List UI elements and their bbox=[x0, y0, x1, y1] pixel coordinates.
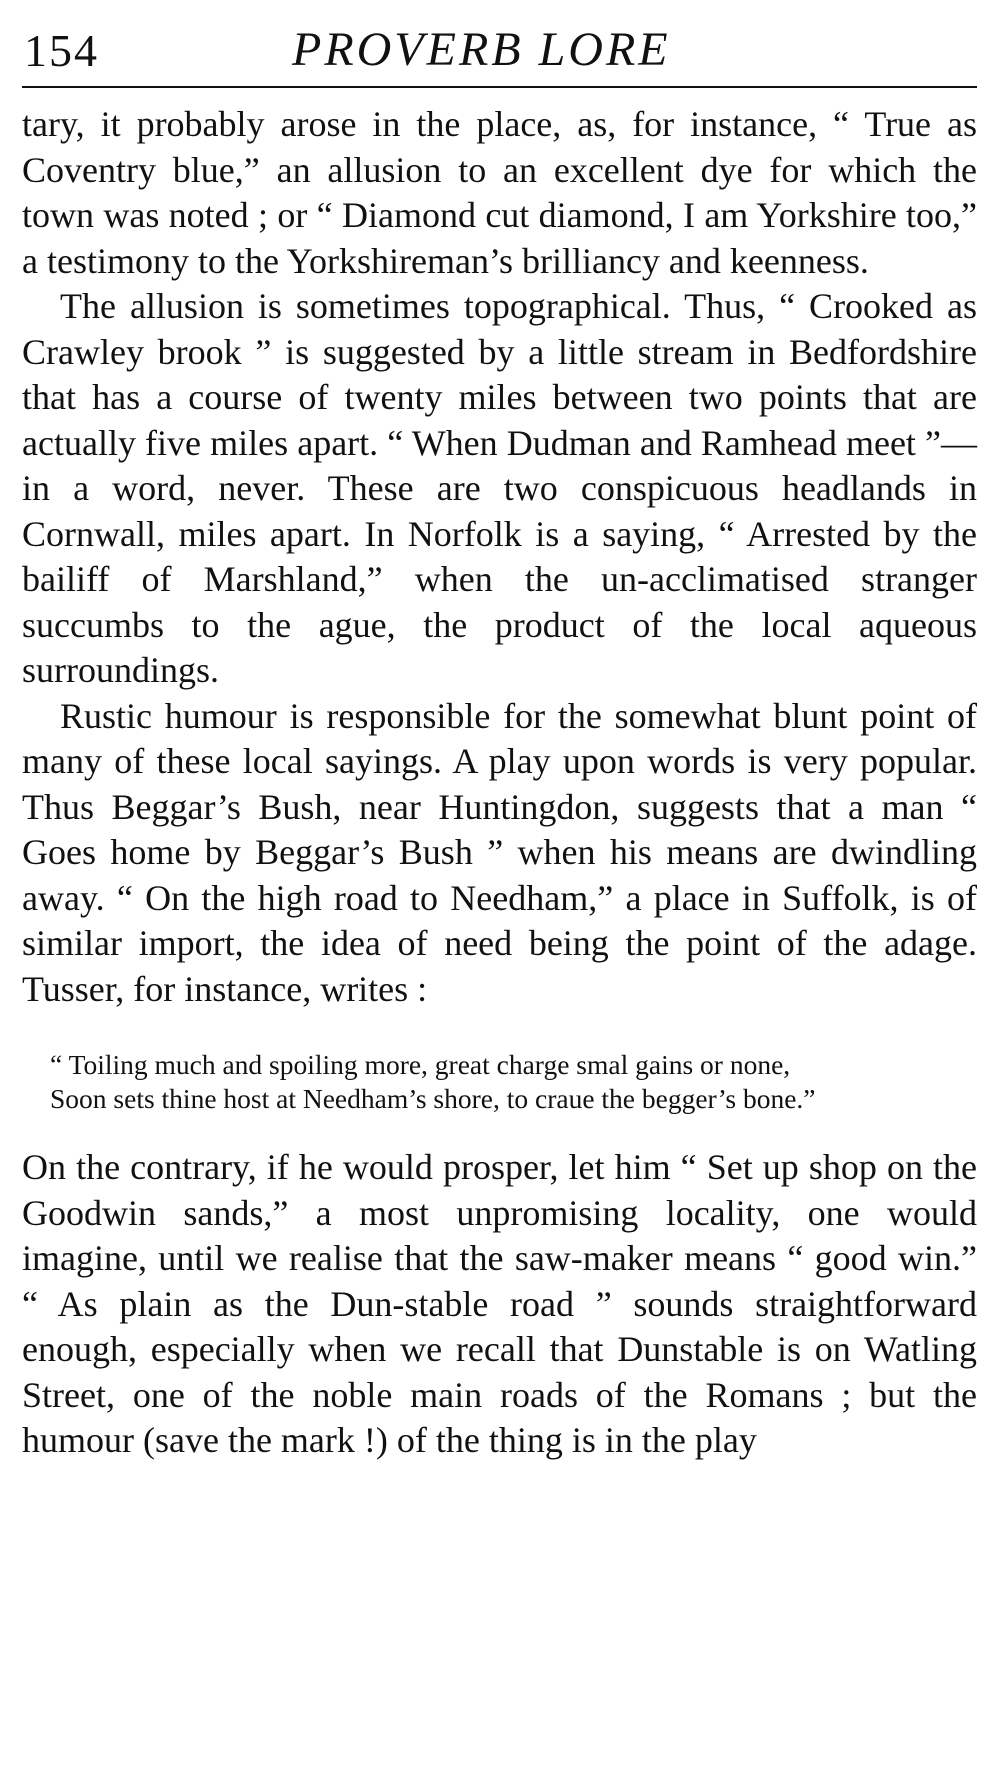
paragraph-rustic-humour: Rustic humour is responsible for the somewhat blunt point of many of these local sayings. A play upon words is very popular. Thus Beggar’s Bush, near Huntingdon, suggests that a man “ Goes home by Beggar’s Bush ” when his means are dwindling away. “ On the high road to Needham,” a place in Suffolk, is of similar import, the idea of need being the point of the adage. Tusser, for instance, writes : bbox=[22, 695, 977, 1009]
verse-line: Soon sets thine host at Needham’s shore, to craue the begger’s bone.” bbox=[50, 1082, 816, 1114]
page-number: 154 bbox=[24, 25, 99, 76]
verse-line: “ Toiling much and spoiling more, great charge smal gains or none, bbox=[50, 1049, 791, 1080]
running-title: PROVERB LORE bbox=[292, 23, 671, 76]
running-head bbox=[22, 0, 977, 88]
verse-quotation bbox=[22, 1048, 977, 1115]
book-page bbox=[22, 0, 977, 1464]
paragraph-topographical: The allusion is sometimes topographical. Thus, “ Crooked as Crawley brook ” is suggested by a little stream in Bedfordshire that has a course of twenty miles between two points that are actually five miles apart. “ When Dudman and Ramhead meet ”—in a word, never. These are two conspicuous headlands in Cornwall, miles apart. In Norfolk is a saying, “ Arrested by the bailiff of Marshland,” when the un-acclimatised stranger succumbs to the ague, the product of the local aqueous surroundings. bbox=[22, 286, 977, 690]
paragraph-goodwin-sands: On the contrary, if he would prosper, let him “ Set up shop on the Goodwin sands,” a most unpromising locality, one would imagine, until we realise that the saw-maker means “ good win.” “ As plain as the Dun-stable road ” sounds straightforward enough, especially when we recall that Dunstable is on Watling Street, one of the noble main roads of the Romans ; but the humour (save the mark !) of the thing is in the play bbox=[22, 1147, 977, 1460]
paragraph-continuation: tary, it probably arose in the place, as, for instance, “ True as Coventry blue,” an allusion to an excellent dye for which the town was noted ; or “ Diamond cut diamond, I am Yorkshire too,” a testimony to the Yorkshireman’s brilliancy and keenness. bbox=[22, 104, 977, 281]
